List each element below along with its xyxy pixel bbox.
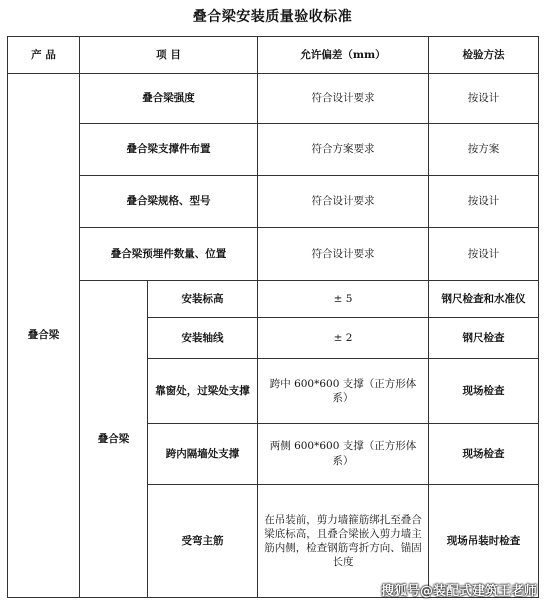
table-row [8, 123, 539, 175]
method-cell: 现场检查 [429, 423, 539, 484]
method-cell: 按方案 [429, 123, 539, 175]
header-product: 产 品 [8, 37, 80, 74]
item-cell: 叠合梁预埋件数量、位置 [80, 227, 258, 280]
item-cell: 叠合梁规格、型号 [80, 175, 258, 227]
method-cell: 按设计 [429, 73, 539, 123]
tolerance-cell: ± 2 [258, 318, 429, 359]
acceptance-standard-table [7, 36, 539, 598]
method-cell: 现场吊装时检查 [429, 484, 539, 597]
method-cell: 钢尺检查 [429, 318, 539, 359]
item-cell: 安装标高 [148, 280, 258, 318]
tolerance-cell: 符合设计要求 [258, 73, 429, 123]
table-header-row [8, 37, 539, 74]
header-item: 项 目 [80, 37, 258, 74]
table-row [8, 175, 539, 227]
header-tolerance: 允许偏差（mm） [258, 37, 429, 74]
item-cell: 受弯主筋 [148, 484, 258, 597]
tolerance-cell: 符合设计要求 [258, 227, 429, 280]
tolerance-cell: 符合方案要求 [258, 123, 429, 175]
table-row [8, 227, 539, 280]
item-cell: 叠合梁支撑件布置 [80, 123, 258, 175]
method-cell: 按设计 [429, 175, 539, 227]
item-cell: 叠合梁强度 [80, 73, 258, 123]
tolerance-cell: 符合设计要求 [258, 175, 429, 227]
method-cell: 现场检查 [429, 359, 539, 423]
watermark: 搜狐号@装配式建筑王老师 [380, 584, 537, 599]
method-cell: 按设计 [429, 227, 539, 280]
document-title: 叠合梁安装质量验收标准 [192, 9, 353, 25]
sub-group-cell: 叠合梁 [80, 280, 148, 597]
table-row [8, 73, 539, 123]
item-cell: 靠窗处，过梁处支撑 [148, 359, 258, 423]
method-cell: 钢尺检查和水准仪 [429, 280, 539, 318]
tolerance-cell: 在吊装前，剪力墙箍筋绑扎至叠合梁底标高，且叠合梁嵌入剪力墙主筋内侧，检查钢筋弯折方向、锚固长度 [258, 484, 429, 597]
item-cell: 安装轴线 [148, 318, 258, 359]
tolerance-cell: 跨中 600*600 支撑（正方形体系） [258, 359, 429, 423]
item-cell: 跨内隔墙处支撑 [148, 423, 258, 484]
header-method: 检验方法 [429, 37, 539, 74]
product-name-cell: 叠合梁 [8, 73, 80, 597]
tolerance-cell: ± 5 [258, 280, 429, 318]
table-row [8, 280, 539, 318]
tolerance-cell: 两侧 600*600 支撑（正方形体系） [258, 423, 429, 484]
